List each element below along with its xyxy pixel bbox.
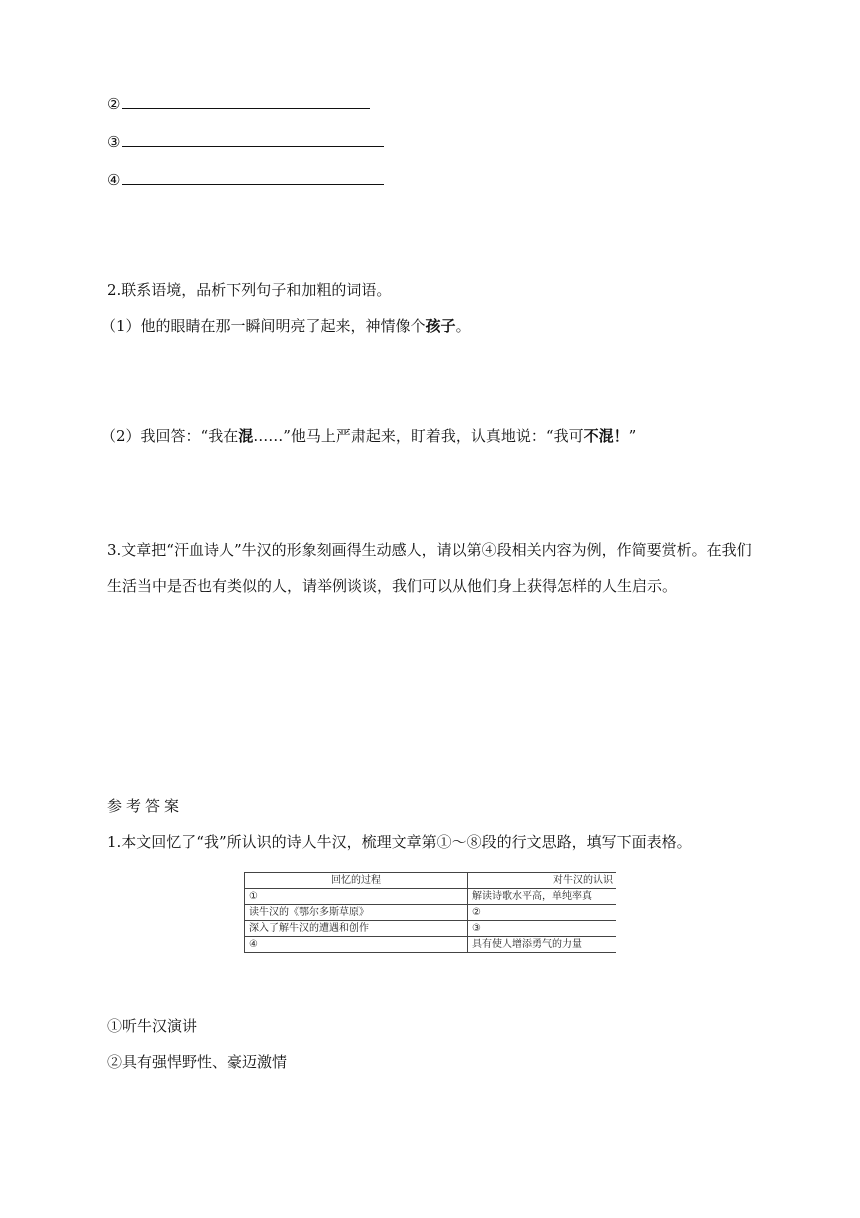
table-cell: 解读诗歌水平高，单纯率真: [468, 889, 617, 905]
fill-line[interactable]: [122, 170, 384, 185]
table-cell: ④: [245, 937, 468, 953]
table-cell: ①: [245, 889, 468, 905]
bold-word: 孩子: [425, 317, 456, 335]
table-row: [245, 921, 617, 937]
blank-marker: ②: [107, 95, 121, 113]
bold-word: 不混！: [583, 427, 629, 445]
blank-line-4[interactable]: [107, 170, 384, 190]
fill-line[interactable]: [122, 132, 384, 147]
table-cell: ③: [468, 921, 617, 937]
table-header-row: [245, 873, 617, 889]
bold-word: 混: [238, 427, 254, 445]
question-2-sentence-1: [101, 316, 471, 336]
sentence-text: （2）我回答：“我在: [101, 427, 239, 445]
fill-line[interactable]: [122, 94, 370, 109]
table-row: [245, 937, 617, 953]
table-row: [245, 905, 617, 921]
question-2-sentence-2: [101, 426, 636, 446]
answer-question-1: 1.本文回忆了“我”所认识的诗人牛汉，梳理文章第①～⑧段的行文思路，填写下面表格。: [107, 833, 692, 851]
answer-item-1: ①听牛汉演讲: [107, 1017, 198, 1035]
sentence-text: 。: [455, 317, 471, 335]
table-header-cell: 对牛汉的认识: [468, 873, 617, 889]
blank-marker: ③: [107, 133, 121, 151]
question-2-title: 2.联系语境，品析下列句子和加粗的词语。: [107, 281, 392, 299]
blank-line-3[interactable]: [107, 132, 384, 152]
sentence-text: ”: [628, 427, 637, 445]
table-header-cell: 回忆的过程: [245, 873, 468, 889]
answer-item-2: ②具有强悍野性、豪迈激情: [107, 1053, 288, 1071]
blank-marker: ④: [107, 171, 121, 189]
answers-heading: 参考答案: [107, 797, 184, 815]
table-cell: 读牛汉的《鄂尔多斯草原》: [245, 905, 468, 921]
table-cell: 具有使人增添勇气的力量: [468, 937, 617, 953]
table-row: [245, 889, 617, 905]
answer-table: [244, 872, 616, 953]
blank-line-2[interactable]: [107, 94, 370, 114]
sentence-text: ……”他马上严肃起来，盯着我，认真地说：“我可: [253, 427, 584, 445]
question-3: 3.文章把“汗血诗人”牛汉的形象刻画得生动感人，请以第④段相关内容为例，作简要赏析。在我们生活当中是否也有类似的人，请举例谈谈，我们可以从他们身上获得怎样的人生启示。: [107, 541, 752, 595]
table-cell: ②: [468, 905, 617, 921]
table-cell: 深入了解牛汉的遭遇和创作: [245, 921, 468, 937]
sentence-text: （1）他的眼睛在那一瞬间明亮了起来，神情像个: [101, 317, 426, 335]
